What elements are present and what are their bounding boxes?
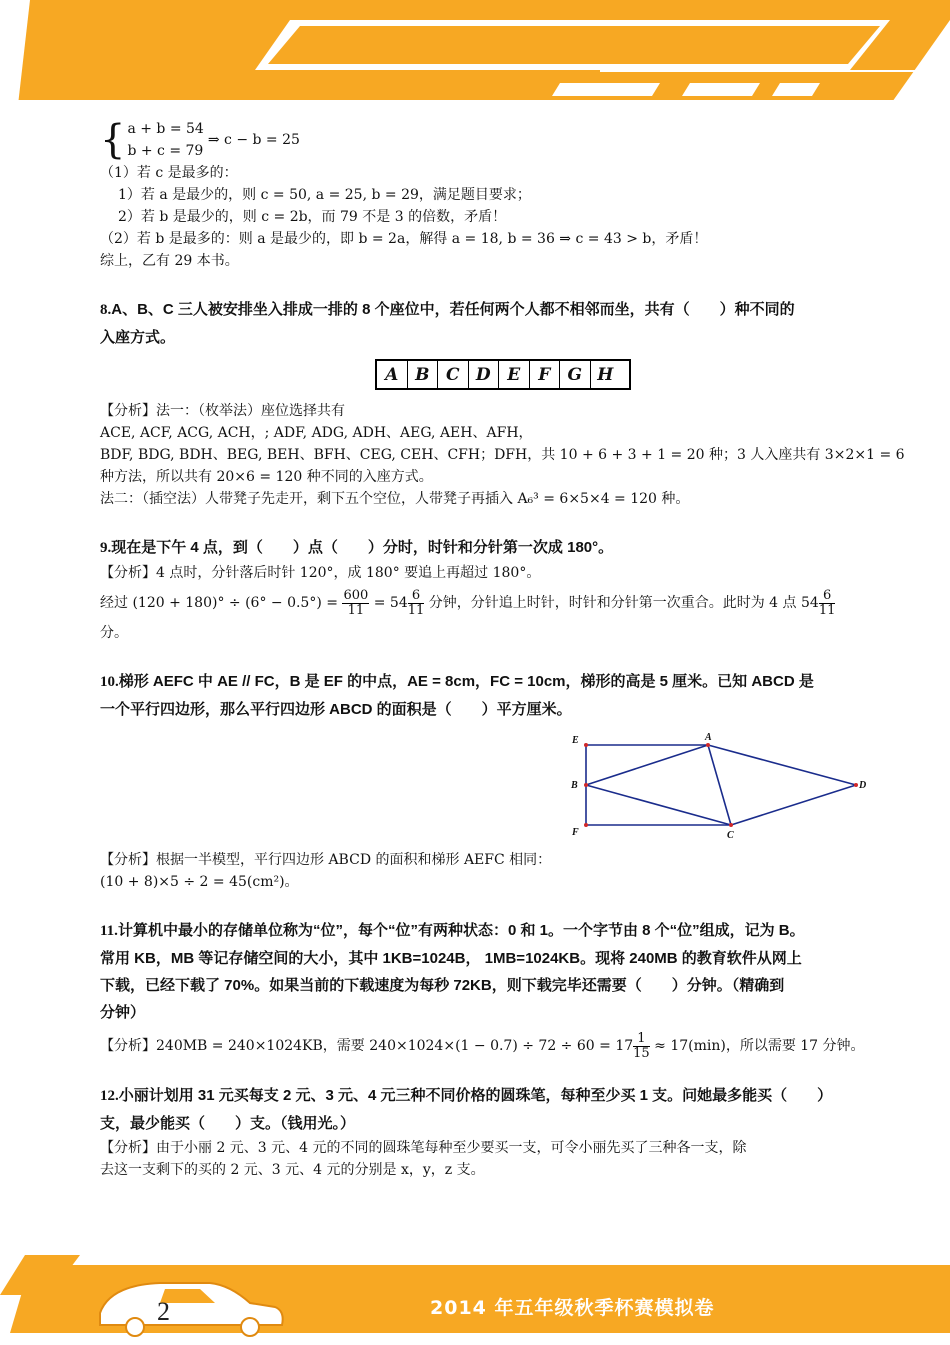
label-e: E: [572, 735, 579, 746]
question-text: 现在是下午 4 点，到（ ）点（ ）分时，时针和分针第一次成 180°。: [111, 539, 614, 556]
analysis-line: [100, 1026, 875, 1066]
question-number: 12.: [100, 1088, 119, 1104]
label-d: D: [859, 780, 867, 791]
page-number: 2: [157, 1297, 170, 1326]
question-9: [100, 534, 875, 562]
trapezoid-diagram: [568, 731, 868, 841]
point-d: [854, 783, 858, 787]
equation-2: b + c = 79: [127, 143, 204, 159]
segment-ad: [708, 745, 856, 785]
seat-d: D: [469, 361, 500, 388]
seat-g: G: [560, 361, 591, 388]
label-b: B: [571, 780, 578, 791]
analysis-text: = 54: [373, 595, 408, 611]
solution-line: 2）若 b 是最少的，则 c = 2b，而 79 不是 3 的倍数，矛盾！: [118, 209, 507, 225]
question-text: 计算机中最小的存储单位称为“位”，每个“位”有两种状态：0 和 1。一个字节由 8 个“位”组成，记为 B。: [117, 922, 805, 939]
question-text: 下载，已经下载了 70%。如果当前的下载速度为每秒 72KB，则下载完毕还需要（ ）分钟。（精确到: [100, 977, 785, 994]
question-10: [100, 668, 875, 696]
header-banner: [0, 0, 950, 120]
segment-ac: [708, 745, 731, 825]
equation-system: { a + b = 54 b + c = 79 ⇒ c − b = 25: [100, 117, 300, 163]
footer-title: 2014 年五年级秋季杯赛模拟卷: [430, 1297, 715, 1319]
seat-b: B: [408, 361, 439, 388]
seat-f: F: [530, 361, 561, 388]
question-text: 分钟）: [100, 1004, 146, 1021]
fraction-denominator: 11: [407, 602, 425, 618]
seat-a: A: [377, 361, 408, 388]
fraction: [342, 589, 369, 618]
question-text: 支，最少能买（ ）支。（钱用光。）: [100, 1115, 356, 1132]
point-c: [729, 823, 733, 827]
point-a: [706, 743, 710, 747]
question-text: 一个平行四边形，那么平行四边形 ABCD 的面积是（ ）平方厘米。: [100, 701, 572, 718]
analysis-line: ACE, ACF, ACG, ACH，; ADF, ADG, ADH、AEG, AEH、AFH，: [100, 425, 533, 441]
fraction-numerator: 6: [408, 589, 425, 604]
segment-cd: [731, 785, 856, 825]
analysis-line: BDF, BDG, BDH、BEG, BEH、BFH、CEG, CEH、CFH；DFH，共 10 + 6 + 3 + 1 = 20 种；3 人入座共有 3×2×1 = 6: [100, 447, 905, 463]
seat-row: [375, 359, 631, 390]
fraction-numerator: 6: [819, 589, 836, 604]
question-text: 小丽计划用 31 元买每支 2 元、3 元、4 元三种不同价格的圆珠笔，每种至少买 1 支。问她最多能买（ ）: [118, 1087, 833, 1104]
solution-line: （2）若 b 是最多的：则 a 是最少的，即 b = 2a，解得 a = 18, b = 36 ⇒ c = 43 > b，矛盾！: [100, 231, 708, 247]
analysis-line: 法二：（插空法）人带凳子先走开，剩下五个空位，人带凳子再插入 A₆³ = 6×5×4 = 120 种。: [100, 491, 690, 507]
analysis-text: 分钟，分针追上时针，时针和分针第一次重合。此时为 4 点 54: [428, 595, 819, 611]
point-b: [584, 783, 588, 787]
seat-c: C: [438, 361, 469, 388]
fraction-denominator: 11: [347, 602, 365, 618]
label-a: A: [705, 732, 712, 743]
analysis-line: 【分析】4 点时，分针落后时针 120°，成 180° 要追上再超过 180°。: [100, 565, 541, 581]
fraction: [633, 1032, 650, 1061]
question-11: [100, 917, 875, 945]
question-8: [100, 296, 875, 324]
label-f: F: [572, 827, 579, 838]
question-number: 9.: [100, 540, 112, 556]
analysis-text: 经过 (120 + 180)° ÷ (6° − 0.5°) =: [100, 595, 338, 611]
footer-banner: [0, 1255, 950, 1345]
analysis-text: 【分析】240MB = 240×1024KB，需要 240×1024×(1 − 0.7) ÷ 72 ÷ 60 = 17: [100, 1038, 634, 1054]
seat-h: H: [597, 364, 614, 385]
analysis-line: 种方法，所以共有 20×6 = 120 种不同的入座方式。: [100, 469, 433, 485]
fraction-numerator: 1: [633, 1032, 650, 1047]
fraction-numerator: 600: [343, 587, 369, 603]
question-text: A、B、C 三人被安排坐入排成一排的 8 个座位中，若任何两个人都不相邻而坐，共有（ ）种不同的: [111, 301, 795, 318]
analysis-line: (10 + 8)×5 ÷ 2 = 45(cm²)。: [100, 874, 299, 890]
solution-line: （1）若 c 是最多的：: [100, 165, 238, 181]
analysis-line: 【分析】根据一半模型，平行四边形 ABCD 的面积和梯形 AEFC 相同：: [100, 852, 552, 868]
solution-line: 综上，乙有 29 本书。: [100, 253, 239, 269]
analysis-line: 【分析】法一：（枚举法）座位选择共有: [100, 403, 345, 419]
analysis-line: 【分析】由于小丽 2 元、3 元、4 元的不同的圆珠笔每种至少要买一支，可令小丽先买了三种各一支，除: [100, 1140, 747, 1156]
question-text: 梯形 AEFC 中 AE // FC，B 是 EF 的中点，AE = 8cm，FC = 10cm，梯形的高是 5 厘米。已知 ABCD 是: [118, 673, 814, 690]
point-e: [584, 743, 588, 747]
segment-ba: [586, 745, 708, 785]
segment-bc: [586, 785, 731, 825]
analysis-text: ≈ 17(min)，所以需要 17 分钟。: [654, 1038, 865, 1054]
seat-e: E: [499, 361, 530, 388]
fraction-denominator: 15: [633, 1045, 650, 1061]
question-12: [100, 1082, 875, 1110]
solution-line: 1）若 a 是最少的，则 c = 50, a = 25, b = 29，满足题目要求；: [118, 187, 531, 203]
question-text: 常用 KB，MB 等记存储空间的大小，其中 1KB=1024B， 1MB=1024KB。现将 240MB 的教育软件从网上: [100, 950, 802, 967]
fraction: [819, 589, 836, 618]
fraction-denominator: 11: [818, 602, 836, 618]
equation-1: a + b = 54: [127, 121, 204, 137]
fraction: [408, 589, 425, 618]
analysis-line: 分。: [100, 625, 128, 641]
question-text: 入座方式。: [100, 329, 176, 346]
question-number: 11.: [100, 923, 118, 939]
point-f: [584, 823, 588, 827]
equation-result: ⇒ c − b = 25: [207, 132, 300, 148]
analysis-line: [100, 584, 875, 622]
question-number: 8.: [100, 302, 112, 318]
analysis-line: 去这一支剩下的买的 2 元、3 元、4 元的分别是 x，y，z 支。: [100, 1162, 485, 1178]
page-content: [100, 117, 905, 1181]
question-number: 10.: [100, 674, 119, 690]
label-c: C: [727, 830, 734, 841]
